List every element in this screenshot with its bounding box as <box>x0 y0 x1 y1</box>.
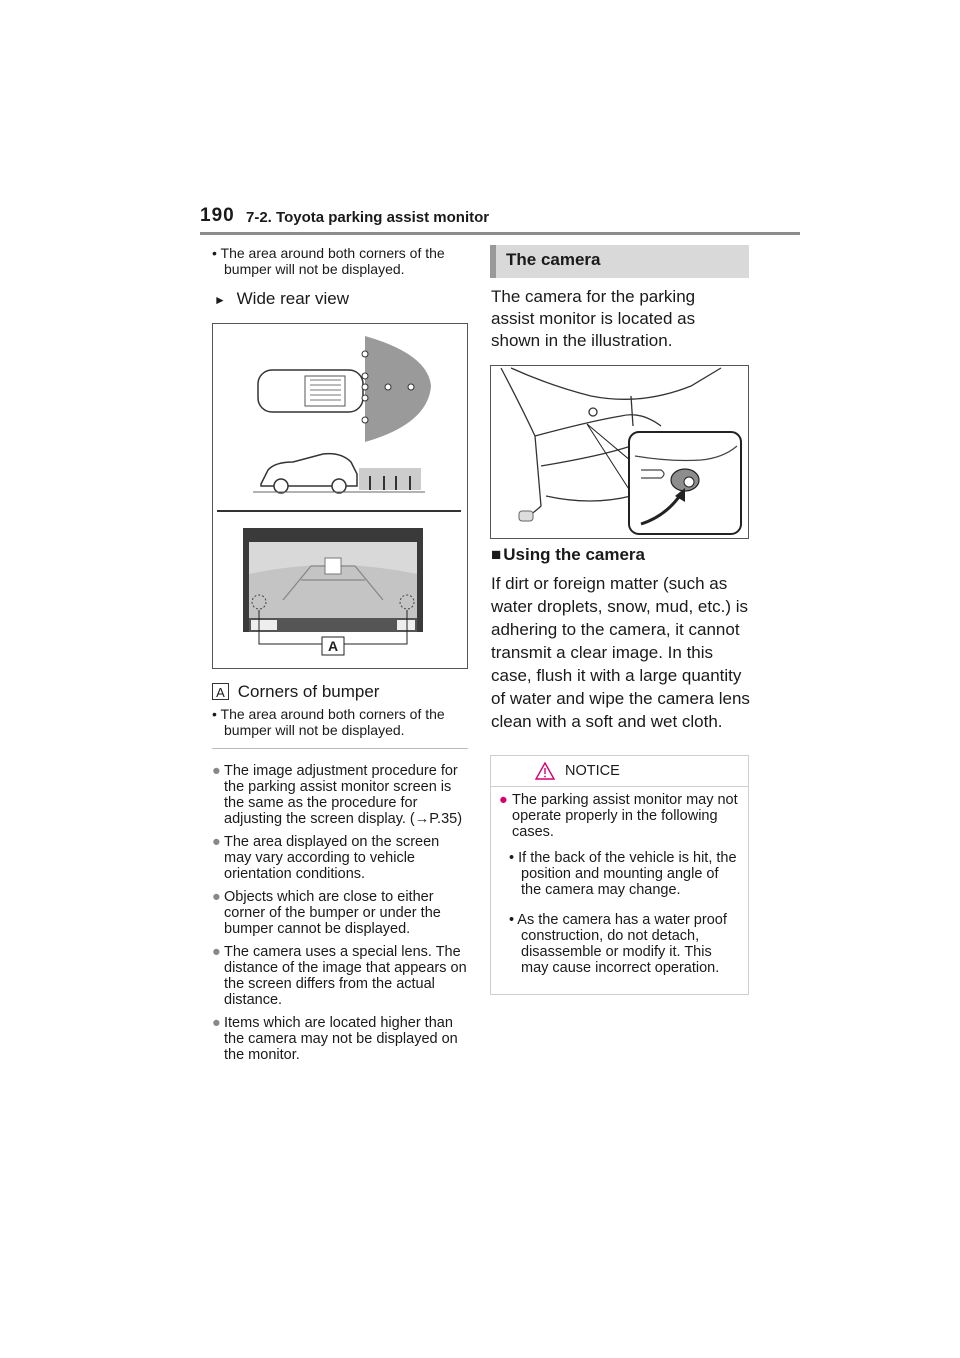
bullet-list <box>212 763 470 1070</box>
warning-triangle-icon <box>535 762 555 780</box>
subheading-using-camera <box>491 544 645 566</box>
notice-box <box>490 755 749 995</box>
camera-coverage-shape <box>365 336 431 442</box>
caption-row <box>212 681 379 703</box>
callout-a-label: A <box>327 638 339 654</box>
subheading-label: Wide rear view <box>236 289 350 308</box>
notice-body <box>491 787 748 976</box>
caption-text: Corners of bumper <box>237 682 380 701</box>
wide-rear-view-illustration <box>213 324 467 668</box>
subheading-wide-rear-view <box>214 288 349 311</box>
notice-lead-text: The parking assist monitor may not operate properly in the following cases. <box>512 792 738 840</box>
divider <box>212 748 468 749</box>
camera-intro: The camera for the parking assist monitor is located as shown in the illustration. <box>491 287 696 350</box>
list-item-text: Objects which are close to either corner of the bumper or under the bumper cannot be displayed. <box>224 889 441 937</box>
square-bullet-icon: ■ <box>491 545 502 564</box>
notice-lead-item <box>499 792 738 840</box>
using-camera-body: If dirt or foreign matter (such as water droplets, snow, mud, etc.) is adhering to the camera, it cannot transmit a clear image. In this case, flush it with a large quantity of water and wipe the camera lens clean with a soft and wet cloth. <box>491 574 750 731</box>
notice-title: NOTICE <box>565 763 620 779</box>
bullet-dot-icon: ● <box>499 792 508 808</box>
subheading-label: Using the camera <box>503 545 646 564</box>
bullet-dot-icon: ● <box>212 889 221 905</box>
list-item-text: Items which are located higher than the camera may not be displayed on the monitor. <box>224 1015 458 1063</box>
camera-location-illustration <box>491 366 748 538</box>
list-item <box>212 1015 470 1063</box>
bullet-dot-icon: ● <box>212 944 221 960</box>
section-title: 7-2. Toyota parking assist monitor <box>246 209 490 226</box>
camera-figure <box>490 365 749 539</box>
list-item <box>212 834 470 882</box>
wide-rear-view-figure <box>212 323 468 669</box>
list-item <box>212 944 470 1008</box>
note-corners: • The area around both corners of the bumper will not be displayed. <box>212 245 445 277</box>
list-item-text: The area displayed on the screen may vary according to vehicle orientation conditions. <box>224 834 440 882</box>
list-item-text: The camera uses a special lens. The distance of the image that appears on the screen differs from the actual distance. <box>224 944 467 1008</box>
bullet-dot-icon: ● <box>212 763 221 779</box>
bullet-dot-icon: ● <box>212 1015 221 1031</box>
triangle-bullet-icon: ► <box>214 293 226 307</box>
page-number: 190 <box>200 205 235 226</box>
bullet-dot-icon: ● <box>212 834 221 850</box>
notice-item: • If the back of the vehicle is hit, the position and mounting angle of the camera may change. <box>509 850 737 898</box>
list-item <box>212 889 470 937</box>
list-item-text: The image adjustment procedure for the parking assist monitor screen is the same as the procedure for adjusting the screen display. (→P.35) <box>224 763 463 827</box>
notice-header <box>491 756 748 787</box>
caption-badge-a: A <box>212 683 229 700</box>
notice-item: • As the camera has a water proof construction, do not detach, disassemble or modify it. This may cause incorrect operation. <box>509 912 727 976</box>
list-item <box>212 763 470 827</box>
box-heading-the-camera: The camera <box>490 245 749 278</box>
header-rule <box>200 232 800 235</box>
note-corners-2: • The area around both corners of the bumper will not be displayed. <box>212 706 445 738</box>
